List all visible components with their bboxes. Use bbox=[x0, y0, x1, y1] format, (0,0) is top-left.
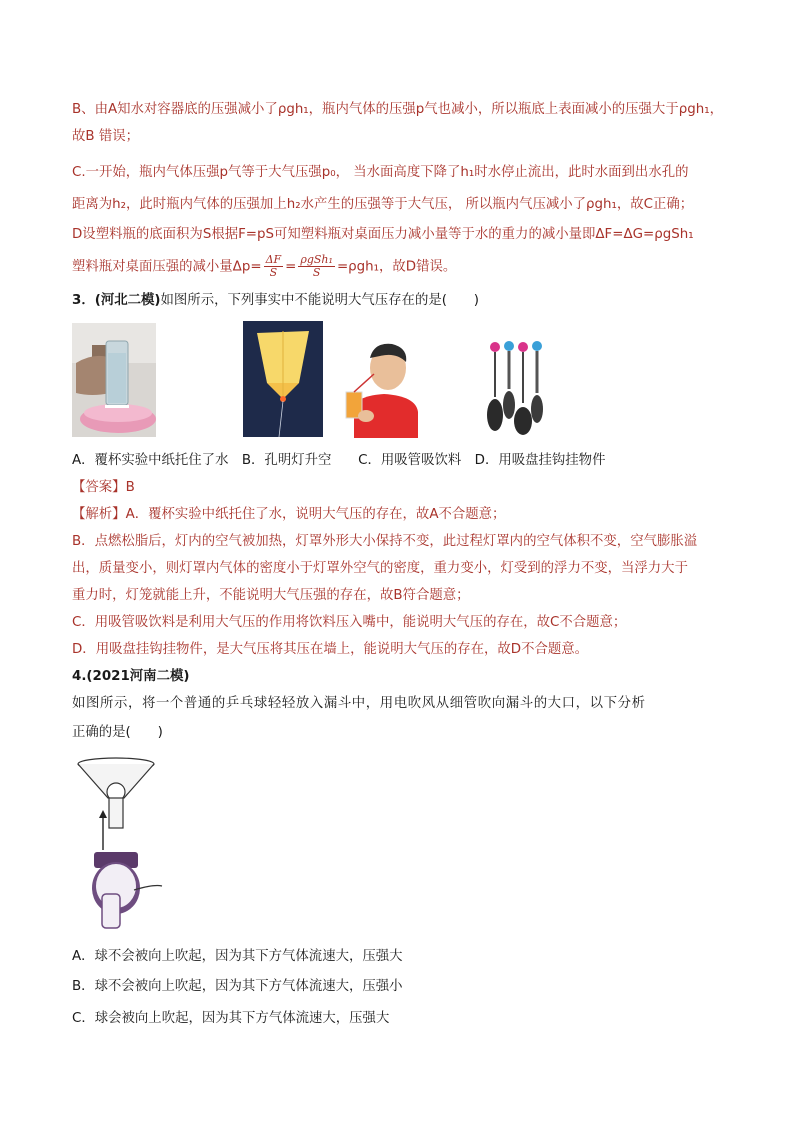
frac1-denominator: S bbox=[269, 266, 278, 279]
q4-option-b: B．球不会被向上吹起，因为其下方气体流速大，压强小 bbox=[72, 979, 403, 994]
q3-analysis-b2: 出，质量变小，则灯罩内气体的密度小于灯罩外空气的密度，重力变小，灯受到的浮力不变，当浮力大于 bbox=[72, 561, 688, 576]
cup-experiment-photo bbox=[72, 323, 156, 437]
explanation-b-line2: 故B 错误； bbox=[72, 129, 140, 144]
q3-options: A．覆杯实验中纸托住了水 B．孔明灯升空 C．用吸管吸饮料 D．用吸盘挂钩挂物件 bbox=[72, 453, 606, 468]
q3-analysis-b1: B．点燃松脂后，灯内的空气被加热，灯罩外形大小保持不变，此过程灯罩内的空气体积不变，空气膨胀溢 bbox=[72, 534, 698, 549]
q3-analysis-a bbox=[72, 506, 505, 524]
suction-hooks-photo bbox=[485, 337, 549, 437]
funnel-hairdryer-diagram bbox=[70, 754, 170, 934]
q3-title bbox=[72, 292, 479, 310]
frac2-numerator: ρgSh₁ bbox=[300, 253, 333, 266]
q4-option-a: A．球不会被向上吹起，因为其下方气体流速大，压强大 bbox=[72, 949, 403, 964]
q3-analysis-c: C．用吸管吸饮料是利用大气压的作用将饮料压入嘴中，能说明大气压的存在，故C不合题意； bbox=[72, 615, 627, 630]
boy-drinking-straw-photo bbox=[340, 340, 426, 438]
explanation-d-line2 bbox=[72, 254, 456, 279]
answer-value: B bbox=[125, 480, 135, 495]
q3-analysis-b3: 重力时，灯笼就能上升，不能说明大气压强的存在，故B符合题意； bbox=[72, 588, 470, 603]
analysis-a-text: A．覆杯实验中纸托住了水，说明大气压的存在，故A不合题意； bbox=[125, 507, 506, 522]
explanation-c-line1: C.一开始，瓶内气体压强p气等于大气压强p₀， 当水面高度下降了h₁时水停止流出，此时水面到出水孔的 bbox=[72, 165, 689, 180]
answer-label: 【答案】 bbox=[72, 480, 126, 495]
q3-analysis-d: D．用吸盘挂钩挂物件，是大气压将其压在墙上，能说明大气压的存在，故D不合题意。 bbox=[72, 642, 589, 657]
q4-stem-line1: 如图所示，将一个普通的乒乓球轻轻放入漏斗中，用电吹风从细管吹向漏斗的大口，以下分析 bbox=[72, 696, 646, 711]
d-line2-prefix: 塑料瓶对桌面压强的减小量Δp= bbox=[72, 259, 262, 275]
q3-number: 3． bbox=[72, 293, 95, 308]
q3-answer bbox=[72, 479, 135, 497]
fraction-rhogsh-over-s bbox=[298, 254, 335, 279]
frac2-denominator: S bbox=[312, 266, 321, 279]
explanation-c-line2: 距离为h₂，此时瓶内气体的压强加上h₂水产生的压强等于大气压， 所以瓶内气压减小了ρgh₁，故C正确； bbox=[72, 197, 694, 212]
explanation-b-line1: B、由A知水对容器底的压强减小了ρgh₁，瓶内气体的压强p气也减小，所以瓶底上表面减小的压强大于ρgh₁， bbox=[72, 102, 723, 117]
explanation-d-line1: D设塑料瓶的底面积为S根据F=pS可知塑料瓶对桌面压力减小量等于水的重力的减小量即ΔF=ΔG=ρgSh₁ bbox=[72, 227, 694, 242]
q3-source: (河北二模) bbox=[94, 293, 161, 308]
frac1-numerator: ΔF bbox=[265, 253, 282, 266]
q4-title: 4.(2021河南二模) bbox=[72, 669, 190, 684]
kongming-lantern-photo bbox=[243, 321, 323, 437]
d-line2-suffix: =ρgh₁，故D错误。 bbox=[336, 259, 457, 275]
q4-option-c: C．球会被向上吹起，因为其下方气体流速大，压强大 bbox=[72, 1011, 390, 1026]
analysis-label: 【解析】 bbox=[72, 507, 126, 522]
fraction-delta-f-over-s bbox=[264, 254, 284, 279]
d-equals: = bbox=[285, 259, 297, 275]
q4-stem-line2: 正确的是( ) bbox=[72, 725, 163, 740]
q3-text: 如图所示，下列事实中不能说明大气压存在的是( ) bbox=[160, 293, 479, 308]
